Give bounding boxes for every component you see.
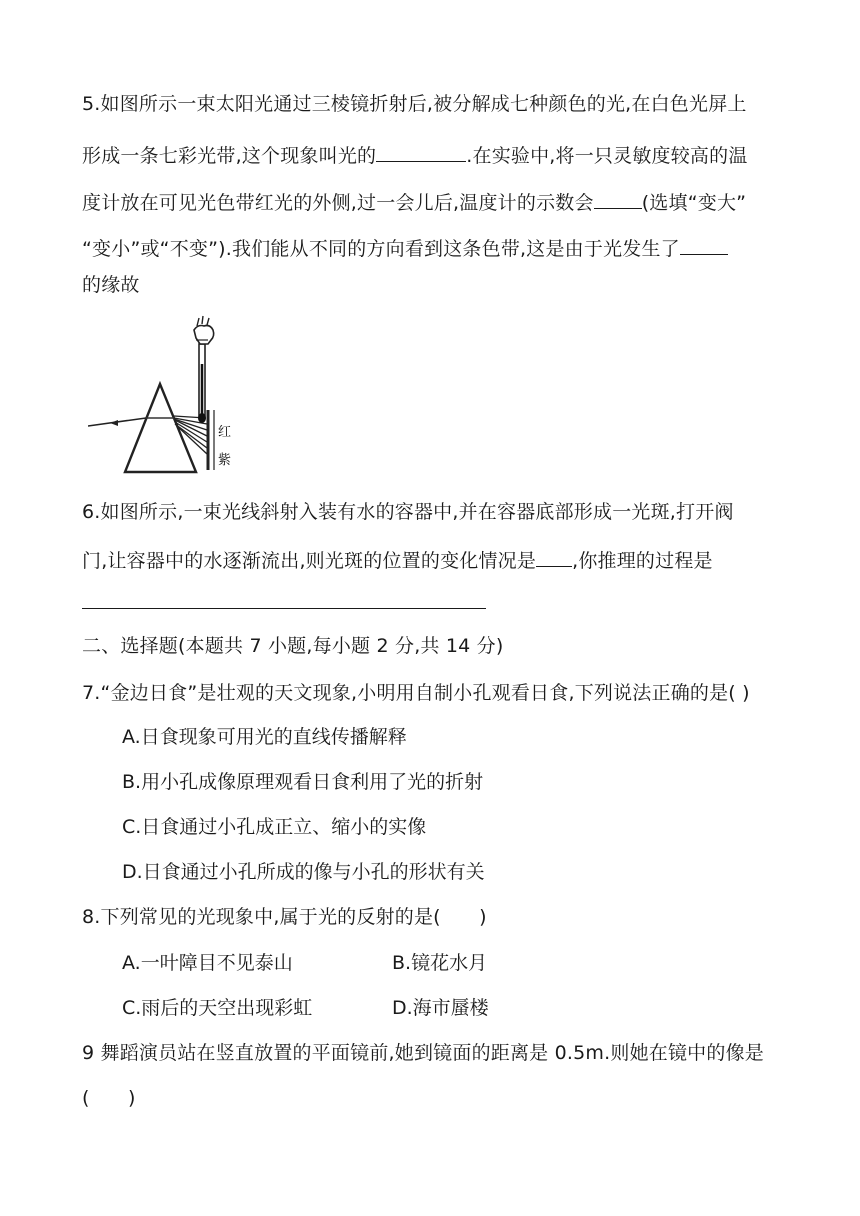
q8-stem: 8.下列常见的光现象中,属于光的反射的是( ) <box>82 906 487 928</box>
q5-line-2: 形成一条七彩光带,这个现象叫光的 .在实验中,将一只灵敏度较高的温 <box>82 141 748 169</box>
q5-line-5: 的缘故 <box>82 274 140 296</box>
q5-line-3: 度计放在可见光色带红光的外侧,过一会儿后,温度计的示数会 (选填“变大” <box>82 188 746 216</box>
q9-line-1: 9 舞蹈演员站在竖直放置的平面镜前,她到镜面的距离是 0.5m.则她在镜中的像是 <box>82 1042 764 1064</box>
q7-option-d[interactable]: D.日食通过小孔所成的像与小孔的形状有关 <box>122 861 485 883</box>
q7-option-a[interactable]: A.日食现象可用光的直线传播解释 <box>122 726 407 748</box>
q7-option-c[interactable]: C.日食通过小孔成正立、缩小的实像 <box>122 816 427 838</box>
q6-line-1: 6.如图所示,一束光线斜射入装有水的容器中,并在容器底部形成一光斑,打开阀 <box>82 501 734 523</box>
section-heading: 二、选择题(本题共 7 小题,每小题 2 分,共 14 分) <box>82 635 504 657</box>
q5-line-4: “变小”或“不变”).我们能从不同的方向看到这条色带,这是由于光发生了 <box>82 234 728 262</box>
q6-line-2: 门,让容器中的水逐渐流出,则光斑的位置的变化情况是 ,你推理的过程是 <box>82 546 713 574</box>
q5-blank-1[interactable] <box>376 141 466 162</box>
q6-blank-1[interactable] <box>536 546 572 567</box>
q5-blank-3[interactable] <box>680 234 728 255</box>
ray-arrow-icon <box>110 420 118 426</box>
q7-stem: 7.“金边日食”是壮观的天文现象,小明用自制小孔观看日食,下列说法正确的是( ) <box>82 682 750 704</box>
label-red: 红 <box>218 425 232 440</box>
label-violet: 紫 <box>218 453 232 468</box>
thermometer-icon <box>194 316 214 423</box>
q8-option-b[interactable]: B.镜花水月 <box>392 952 488 974</box>
prism-thermometer-figure <box>88 314 258 480</box>
q5-blank-2[interactable] <box>594 188 642 209</box>
q9-line-2: ( ) <box>82 1087 136 1109</box>
q8-option-c[interactable]: C.雨后的天空出现彩虹 <box>122 997 313 1019</box>
q5-line-1: 5.如图所示一束太阳光通过三棱镜折射后,被分解成七种颜色的光,在白色光屏上 <box>82 93 747 115</box>
q6-answer-line[interactable] <box>82 608 486 609</box>
q8-option-a[interactable]: A.一叶障目不见泰山 <box>122 952 293 974</box>
q7-option-b[interactable]: B.用小孔成像原理观看日食利用了光的折射 <box>122 771 484 793</box>
q8-option-d[interactable]: D.海市蜃楼 <box>392 997 489 1019</box>
